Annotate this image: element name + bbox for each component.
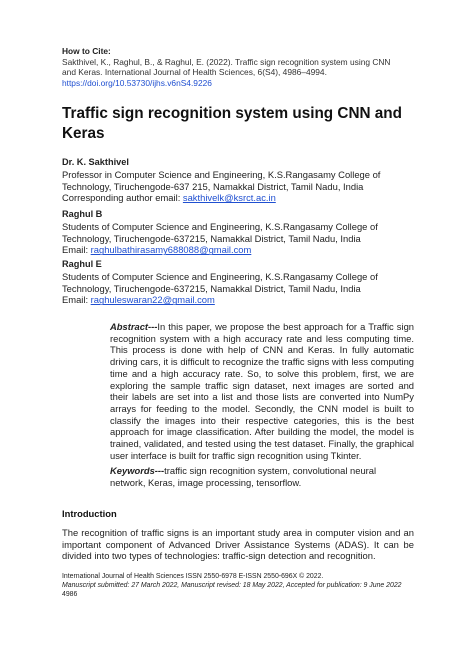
author-email-row	[62, 244, 432, 256]
title-line-1: Traffic sign recognition system using CNN and	[62, 105, 402, 122]
author-affiliation-line: Technology, Tiruchengode-637 215, Namakkal District, Tamil Nadu, India	[62, 180, 364, 192]
author-email-row	[62, 192, 432, 204]
abstract-text: In this paper, we propose the best approach for a Traffic sign recognition system with a high accuracy rate and less computing time. This process is done with help of CNN and Keras. In fully automatic driving cars, it is difficult to recognize the traffic signs with less computing time and a high accuracy rate. So, to solve this problem, first, we are exploring the sample traffic sign dataset, next images are sorted and their labels are set into a list and those lists are converted into NumPy arrays for feeding to the model. Secondly, the CNN model is built to classify the images into their respective categories, this is the best approach for image classification. After building the model, the model is trained, validated, and tested using the test dataset. Finally, the graphical user interface is built for traffic sign recognition using Tkinter.	[110, 321, 414, 461]
email-label: Corresponding author email:	[62, 192, 181, 204]
author-block	[62, 157, 432, 204]
keywords-block	[110, 465, 414, 488]
author-affiliation-line: Technology, Tiruchengode-637215, Namakkal District, Tamil Nadu, India	[62, 232, 361, 244]
page-footer	[62, 572, 422, 599]
author-email-row	[62, 294, 432, 306]
email-label: Email:	[62, 244, 89, 256]
author-affiliation-line: Students of Computer Science and Engineering, K.S.Rangasamy College of	[62, 220, 378, 232]
citation-block	[62, 46, 422, 88]
footer-journal-line: International Journal of Health Sciences ISSN 2550-6978 E-ISSN 2550-696X © 2022.	[62, 573, 324, 580]
keywords-label: Keywords---	[110, 465, 165, 476]
intro-paragraph: The recognition of traffic signs is an important study area in computer vision and an important component of Advanced Driver Assistance Systems (ADAS). It can be divided into two types of technologies: traffic-sign detection and recognition.	[62, 527, 414, 562]
author-email-link[interactable]: raghuleswaran22@gmail.com	[90, 294, 215, 306]
author-email-link[interactable]: sakthivelk@ksrct.ac.in	[182, 192, 276, 204]
keywords-text: traffic sign recognition system, convolutional neural network, Keras, image processing, tensorflow.	[110, 465, 377, 488]
author-affiliation-line: Professor in Computer Science and Engineering, K.S.Rangasamy College of	[62, 168, 381, 180]
page-number: 4986	[62, 591, 78, 598]
doi-link[interactable]: https://doi.org/10.53730/ijhs.v6nS4.9226	[62, 77, 212, 88]
citation-line-1: Sakthivel, K., Raghul, B., & Raghul, E. (2022). Traffic sign recognition system using CNN	[62, 56, 391, 67]
author-email-link[interactable]: raghulbathirasamy688088@gmail.com	[90, 244, 252, 256]
paper-title	[62, 104, 422, 143]
author-block	[62, 259, 432, 306]
email-label: Email:	[62, 294, 89, 306]
author-block	[62, 209, 432, 256]
author-name: Raghul E	[62, 259, 102, 269]
section-heading: Introduction	[62, 508, 117, 519]
author-affiliation-line: Students of Computer Science and Engineering, K.S.Rangasamy College of	[62, 270, 378, 282]
citation-line-2: and Keras. International Journal of Health Sciences, 6(S4), 4986–4994.	[62, 67, 327, 78]
footer-manuscript-dates: Manuscript submitted: 27 March 2022, Manuscript revised: 18 May 2022, Accepted for publication: 9 June 2022	[62, 582, 402, 589]
author-affiliation-line: Technology, Tiruchengode-637215, Namakkal District, Tamil Nadu, India	[62, 282, 361, 294]
abstract-block	[110, 321, 414, 461]
abstract-label: Abstract---	[110, 321, 158, 332]
author-name: Dr. K. Sakthivel	[62, 157, 129, 167]
author-name: Raghul B	[62, 209, 103, 219]
title-line-2: Keras	[62, 124, 105, 142]
citation-label: How to Cite:	[62, 46, 111, 56]
